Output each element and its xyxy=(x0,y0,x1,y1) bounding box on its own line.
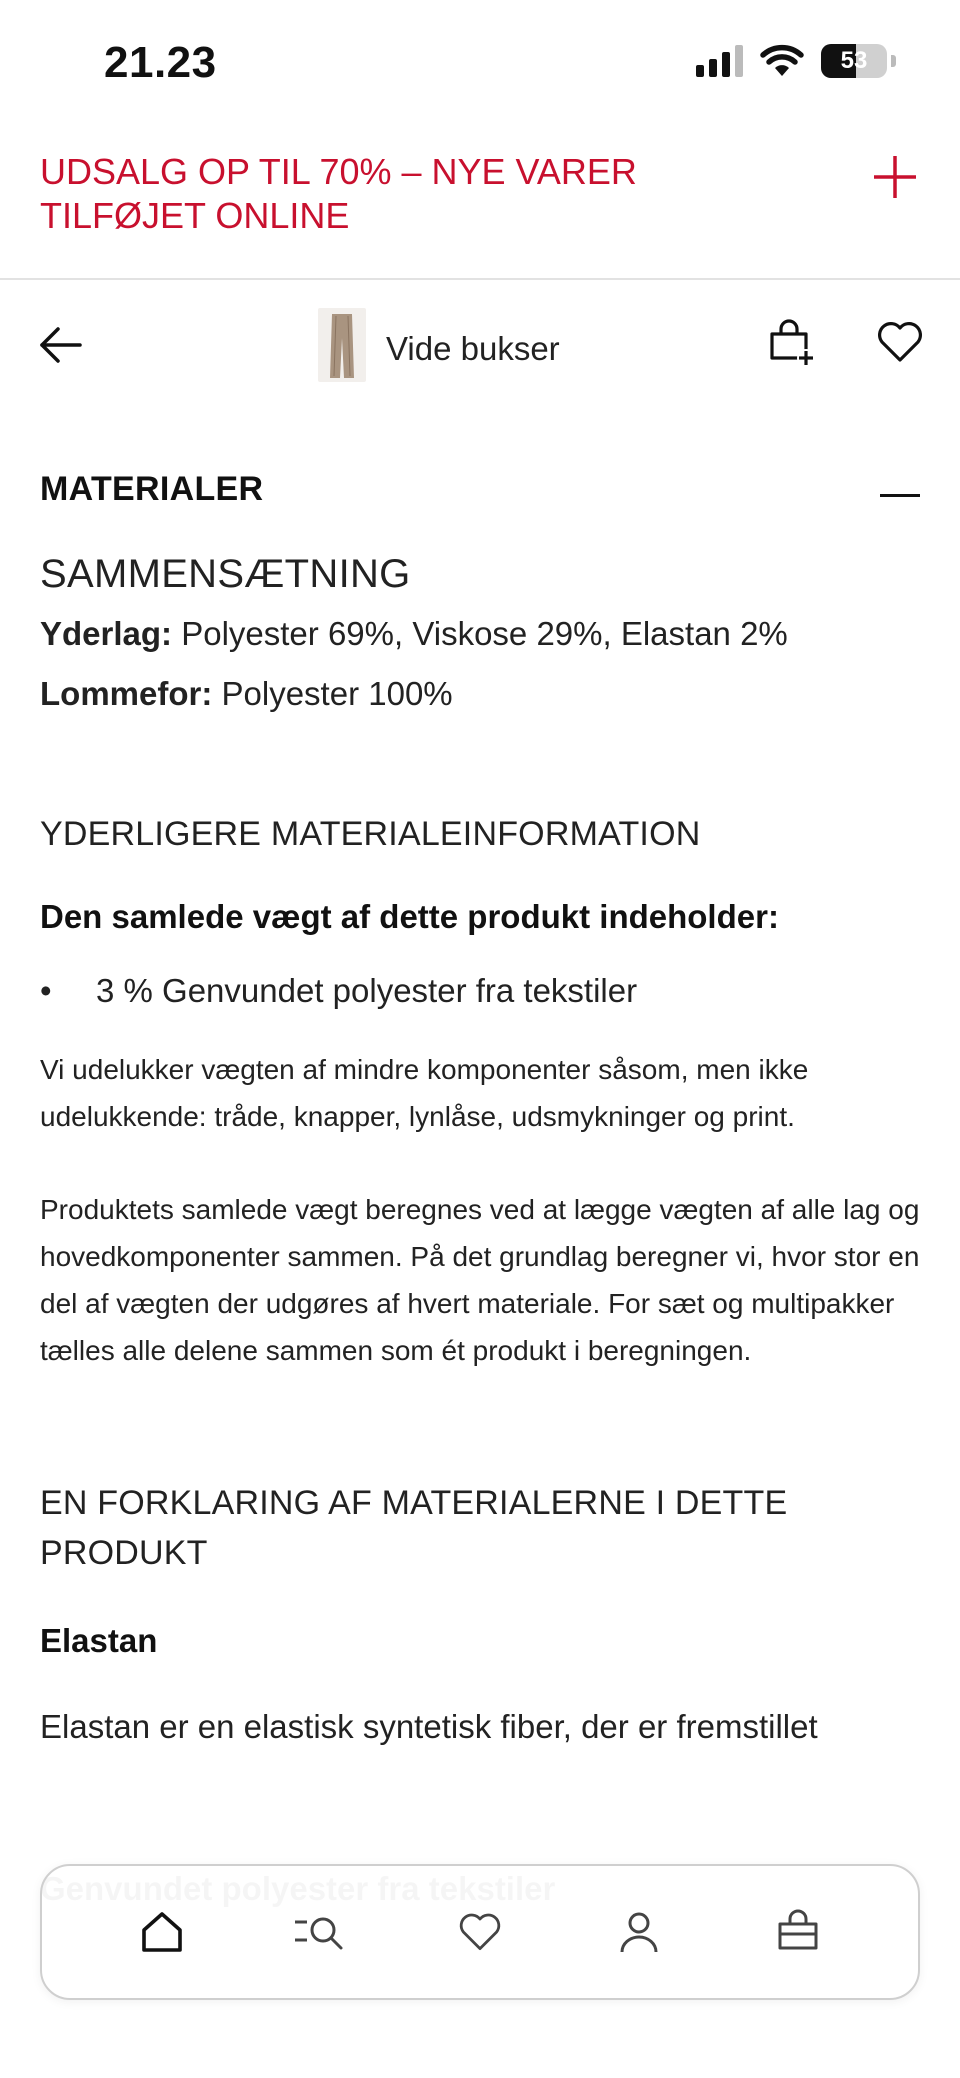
additional-info-heading: YDERLIGERE MATERIALEINFORMATION xyxy=(40,815,701,853)
bottom-nav xyxy=(40,1864,920,2000)
minus-icon[interactable] xyxy=(880,470,920,510)
composition-value: Polyester 100% xyxy=(212,675,453,712)
weight-title: Den samlede vægt af dette produkt indeholder: xyxy=(40,898,779,935)
composition-line xyxy=(40,611,920,657)
product-header xyxy=(0,290,960,400)
promo-banner[interactable] xyxy=(40,150,920,270)
account-icon xyxy=(615,1908,663,1956)
nav-search[interactable] xyxy=(291,1902,351,1962)
composition-label: Yderlag: xyxy=(40,615,173,652)
status-icons xyxy=(696,44,896,78)
bullet-text: 3 % Genvundet polyester fra tekstiler xyxy=(96,972,638,1009)
back-arrow-icon[interactable] xyxy=(36,320,86,370)
explanation-heading: EN FORKLARING AF MATERIALERNE I DETTE PRODUKT xyxy=(40,1484,788,1572)
heart-icon xyxy=(456,1908,504,1956)
product-thumbnail xyxy=(318,308,366,382)
composition-line xyxy=(40,671,920,717)
product-title[interactable]: Vide bukser xyxy=(386,330,560,367)
cellular-signal-icon xyxy=(696,45,743,77)
home-icon xyxy=(138,1908,186,1956)
divider xyxy=(0,278,960,280)
heart-icon[interactable] xyxy=(874,316,926,368)
nav-account[interactable] xyxy=(609,1902,669,1962)
material-description: Elastan er en elastisk syntetisk fiber, der er fremstillet xyxy=(40,1708,818,1745)
bag-icon xyxy=(774,1908,822,1956)
bullet-dot: • xyxy=(40,972,52,1009)
composition-heading: SAMMENSÆTNING xyxy=(40,552,411,596)
section-title: MATERIALER xyxy=(40,470,264,508)
status-bar xyxy=(0,0,960,120)
bag-add-icon[interactable] xyxy=(766,316,818,368)
wifi-icon xyxy=(759,44,805,78)
promo-text: UDSALG OP TIL 70% – NYE VARER TILFØJET ONLINE xyxy=(40,151,637,236)
composition-value: Polyester 69%, Viskose 29%, Elastan 2% xyxy=(172,615,788,652)
composition-label: Lommefor: xyxy=(40,675,213,712)
battery-cap xyxy=(891,55,896,67)
battery-icon xyxy=(821,44,887,78)
exclusion-paragraph: Vi udelukker vægten af mindre komponenter såsom, men ikke udelukkende: tråde, knapper, lynlåse, udsmykninger og print. xyxy=(40,1054,809,1132)
battery-level: 53 xyxy=(840,47,868,74)
calculation-paragraph: Produktets samlede vægt beregnes ved at lægge vægten af alle lag og hovedkomponenter sammen. På det grundlag beregner vi, hvor stor en del af vægten der udgøres af hvert materiale. For sæt og multipakker tælles alle delene sammen som ét produkt i beregningen. xyxy=(40,1194,920,1366)
status-time: 21.23 xyxy=(104,38,217,87)
nav-home[interactable] xyxy=(132,1902,192,1962)
nav-bag[interactable] xyxy=(768,1902,828,1962)
nav-favourites[interactable] xyxy=(450,1902,510,1962)
list-item xyxy=(40,972,920,1010)
search-icon xyxy=(293,1908,349,1956)
materials-section-header[interactable] xyxy=(40,470,920,530)
plus-icon[interactable] xyxy=(870,152,920,202)
materials-content xyxy=(40,470,920,1908)
material-name: Elastan xyxy=(40,1622,158,1659)
